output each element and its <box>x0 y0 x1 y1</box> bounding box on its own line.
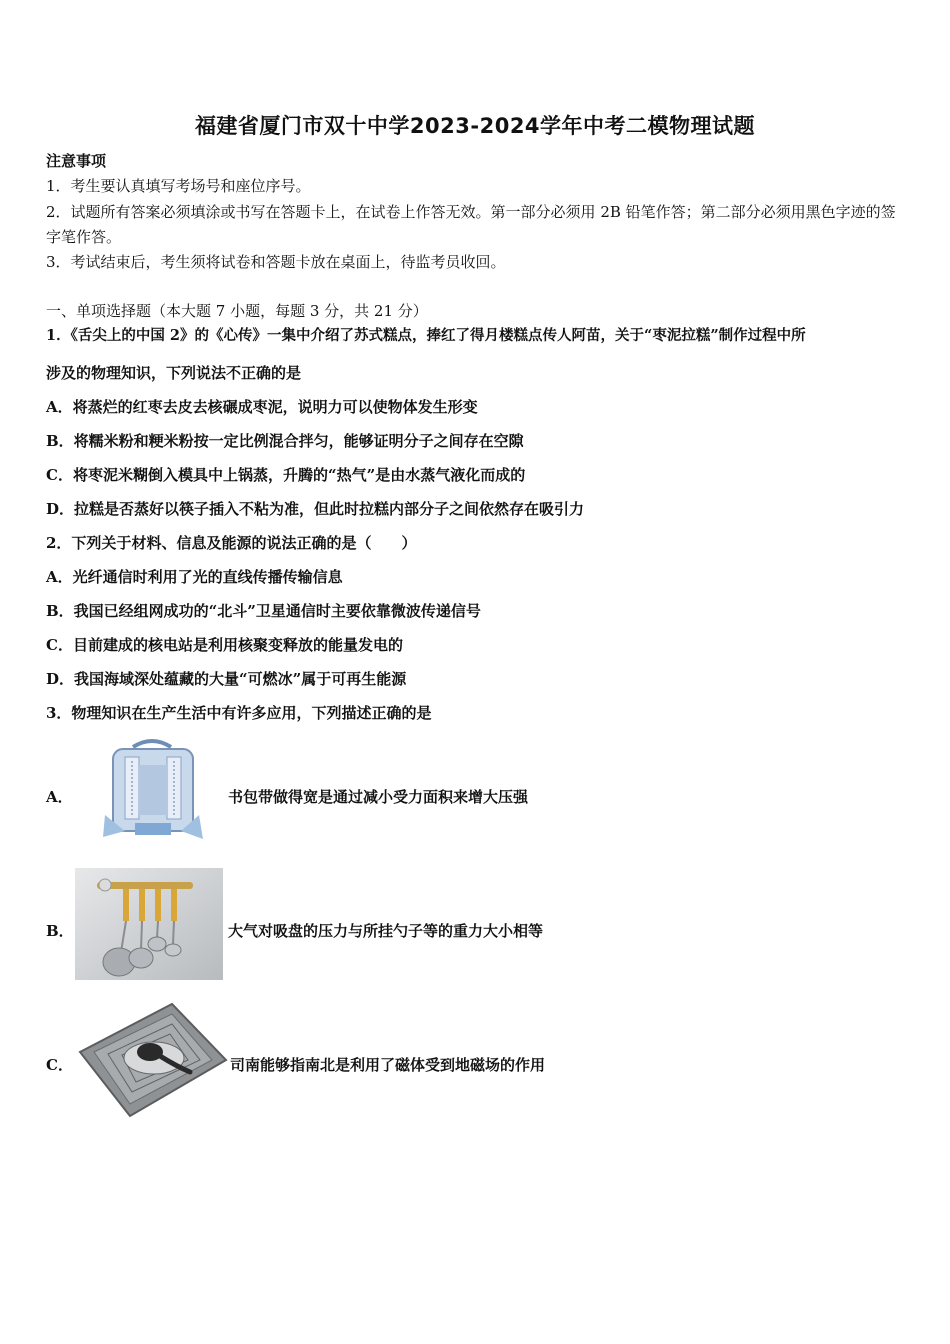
q3-option-c-text: 司南能够指南北是利用了磁体受到地磁场的作用 <box>230 1056 546 1074</box>
q2-option-a: A．光纤通信时利用了光的直线传播传输信息 <box>46 568 343 586</box>
notice-item-3: 3．考试结束后，考生须将试卷和答题卡放在桌面上，待监考员收回。 <box>46 253 506 271</box>
q3-option-a-text: 书包带做得宽是通过减小受力面积来增大压强 <box>228 788 529 806</box>
compass-image <box>72 1000 230 1118</box>
notice-heading: 注意事项 <box>46 152 107 170</box>
q3-stem: 3．物理知识在生产生活中有许多应用，下列描述正确的是 <box>46 704 432 722</box>
section-heading: 一、单项选择题（本大题 7 小题，每题 3 分，共 21 分） <box>46 302 428 320</box>
q1-option-c: C．将枣泥米糊倒入模具中上锅蒸，升腾的“热气”是由水蒸气液化而成的 <box>46 466 526 484</box>
page-title: 福建省厦门市双十中学2023-2024学年中考二模物理试题 <box>194 114 756 138</box>
q3-option-c-label: C． <box>46 1056 73 1074</box>
notice-item-1: 1．考生要认真填写考场号和座位序号。 <box>46 177 311 195</box>
q1-stem-line2: 涉及的物理知识，下列说法不正确的是 <box>46 364 302 382</box>
q3-option-b-label: B． <box>46 922 74 940</box>
q2-option-d: D．我国海域深处蕴藏的大量“可燃冰”属于可再生能源 <box>46 670 407 688</box>
notice-item-2: 2．试题所有答案必须填涂或书写在答题卡上，在试卷上作答无效。第一部分必须用 2B 铅笔作答；第二部分必须用黑色字迹的签字笔作答。 <box>46 203 896 246</box>
q1-option-b: B．将糯米粉和粳米粉按一定比例混合拌匀，能够证明分子之间存在空隙 <box>46 432 524 450</box>
q3-option-a-label: A． <box>46 788 73 806</box>
ladles-image <box>75 868 223 980</box>
q2-option-b: B．我国已经组网成功的“北斗”卫星通信时主要依靠微波传递信号 <box>46 602 481 620</box>
q2-option-c: C．目前建成的核电站是利用核聚变释放的能量发电的 <box>46 636 403 654</box>
q1-option-a: A．将蒸烂的红枣去皮去核碾成枣泥，说明力可以使物体发生形变 <box>46 398 478 416</box>
q3-option-b-text: 大气对吸盘的压力与所挂勺子等的重力大小相等 <box>228 922 544 940</box>
q1-stem-line1: 1．《舌尖上的中国 2》的《心传》一集中介绍了苏式糕点，捧红了得月楼糕点传人阿苗，关于“枣泥拉糕”制作过程中所 <box>46 327 806 344</box>
q1-option-d: D．拉糕是否蒸好以筷子插入不粘为准，但此时拉糕内部分子之间依然存在吸引力 <box>46 500 585 518</box>
q2-stem: 2．下列关于材料、信息及能源的说法正确的是（ ） <box>46 534 417 552</box>
backpack-image <box>95 735 210 845</box>
